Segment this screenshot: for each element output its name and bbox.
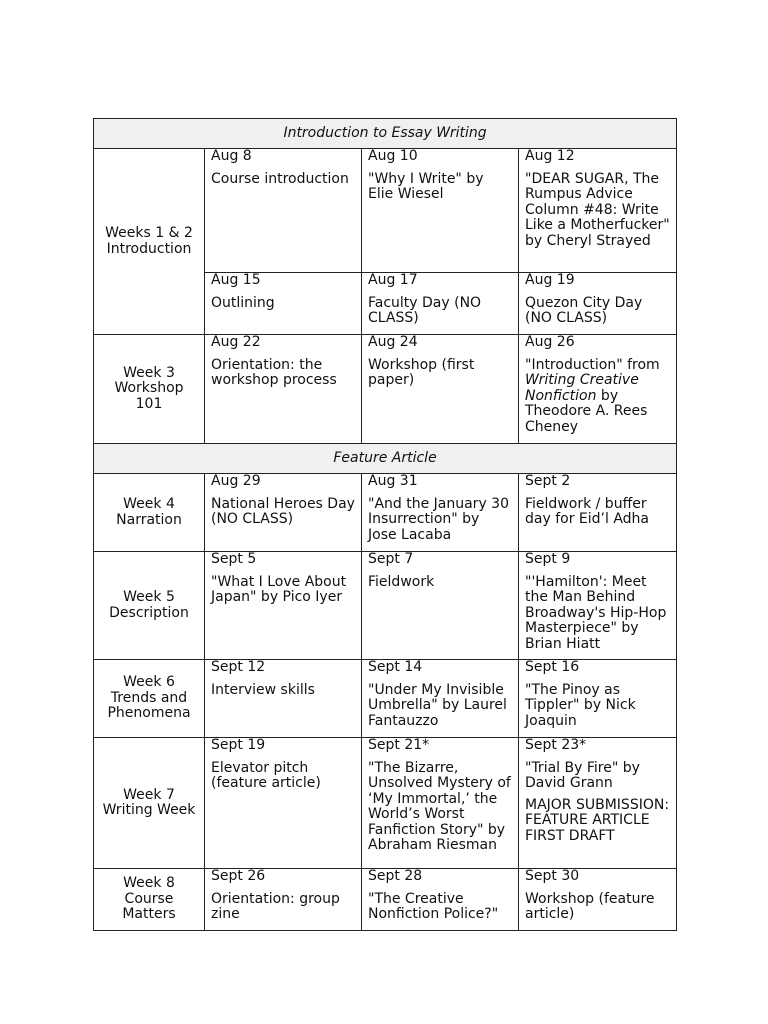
class-activity: [368, 683, 512, 730]
class-date: Sept 16: [525, 659, 580, 675]
class-date: Sept 28: [368, 868, 423, 884]
day-cell: [205, 273, 362, 335]
week-label: Week 7 Writing Week: [94, 738, 205, 869]
activity-text: "The Creative Nonfiction Police?": [368, 890, 499, 922]
day-cell: [519, 660, 677, 738]
class-activity: [368, 358, 512, 389]
section-header-row: [94, 119, 677, 149]
day-cell: [362, 273, 519, 335]
class-date: Sept 5: [211, 551, 257, 567]
class-date: Aug 17: [368, 272, 418, 288]
class-activity: [525, 172, 670, 250]
activity-text: "Introduction" from: [525, 356, 660, 373]
activity-text: Orientation: the workshop process: [211, 356, 337, 388]
class-activity: [525, 798, 670, 845]
activity-text: "DEAR SUGAR, The Rumpus Advice Column #48: Write Like a Motherfucker" by Cheryl Strayed: [525, 170, 670, 249]
day-cell: [519, 273, 677, 335]
schedule-row: [94, 474, 677, 552]
day-cell: [519, 335, 677, 444]
class-date: Aug 31: [368, 473, 418, 489]
day-cell: [362, 869, 519, 931]
activity-text: Quezon City Day (NO CLASS): [525, 294, 643, 326]
class-activity: [368, 575, 512, 591]
class-date: Sept 23*: [525, 737, 587, 753]
week-label: Weeks 1 & 2 Introduction: [94, 149, 205, 335]
day-cell: [519, 869, 677, 931]
class-date: Sept 30: [525, 868, 580, 884]
class-date: Sept 9: [525, 551, 571, 567]
class-activity: [211, 172, 355, 188]
class-activity: [525, 296, 670, 327]
class-date: Aug 24: [368, 334, 418, 350]
class-activity: [525, 575, 670, 653]
activity-text: "Trial By Fire" by David Grann: [525, 759, 640, 791]
class-date: Aug 22: [211, 334, 261, 350]
day-cell: [205, 335, 362, 444]
schedule-row: [94, 869, 677, 931]
class-activity: [368, 172, 512, 203]
class-activity: [368, 296, 512, 327]
class-activity: [211, 761, 355, 792]
class-activity: [211, 575, 355, 606]
class-activity: [368, 761, 512, 854]
class-activity: [525, 683, 670, 730]
day-cell: [205, 474, 362, 552]
class-activity: [525, 761, 670, 792]
activity-text: "The Pinoy as Tippler" by Nick Joaquin: [525, 681, 636, 729]
class-date: Aug 29: [211, 473, 261, 489]
course-schedule-table: [93, 118, 677, 931]
class-date: Sept 14: [368, 659, 423, 675]
class-activity: [525, 497, 670, 528]
class-activity: [211, 296, 355, 312]
class-activity: [211, 892, 355, 923]
day-cell: [205, 738, 362, 869]
day-cell: [205, 149, 362, 273]
day-cell: [205, 660, 362, 738]
activity-text: "What I Love About Japan" by Pico Iyer: [211, 573, 347, 605]
section-header-row: [94, 444, 677, 474]
day-cell: [519, 552, 677, 660]
activity-text: "The Bizarre, Unsolved Mystery of ‘My Immortal,’ the World’s Worst Fanfiction Story" by Abraham Riesman: [368, 759, 511, 853]
week-label: Week 6 Trends and Phenomena: [94, 660, 205, 738]
day-cell: [362, 552, 519, 660]
day-cell: [519, 474, 677, 552]
class-date: Sept 2: [525, 473, 571, 489]
class-activity: [211, 497, 355, 528]
activity-text: Fieldwork: [368, 573, 435, 590]
activity-text: Elevator pitch (feature article): [211, 759, 321, 791]
activity-text: "Why I Write" by Elie Wiesel: [368, 170, 484, 202]
class-date: Aug 26: [525, 334, 575, 350]
day-cell: [362, 738, 519, 869]
activity-text: National Heroes Day (NO CLASS): [211, 495, 355, 527]
class-activity: [368, 497, 512, 544]
activity-text: Interview skills: [211, 681, 315, 698]
section-title: Feature Article: [94, 444, 677, 474]
day-cell: [519, 738, 677, 869]
week-label: Week 5 Description: [94, 552, 205, 660]
activity-text: MAJOR SUBMISSION: FEATURE ARTICLE FIRST DRAFT: [525, 796, 670, 844]
activity-text: "Under My Invisible Umbrella" by Laurel Fantauzzo: [368, 681, 507, 729]
class-date: Sept 7: [368, 551, 414, 567]
activity-text: Faculty Day (NO CLASS): [368, 294, 482, 326]
activity-text: Course introduction: [211, 170, 349, 187]
schedule-body: [94, 119, 677, 931]
schedule-row: [94, 552, 677, 660]
schedule-row: [94, 149, 677, 273]
class-activity: [525, 358, 670, 436]
day-cell: [205, 869, 362, 931]
schedule-row: [94, 335, 677, 444]
section-title: Introduction to Essay Writing: [94, 119, 677, 149]
class-date: Aug 15: [211, 272, 261, 288]
day-cell: [362, 660, 519, 738]
class-date: Aug 10: [368, 148, 418, 164]
week-label: Week 4 Narration: [94, 474, 205, 552]
day-cell: [362, 149, 519, 273]
activity-text: Workshop (first paper): [368, 356, 475, 388]
day-cell: [362, 335, 519, 444]
week-label: Week 3 Workshop 101: [94, 335, 205, 444]
day-cell: [362, 474, 519, 552]
activity-text: Orientation: group zine: [211, 890, 340, 922]
day-cell: [519, 149, 677, 273]
week-label: Week 8 Course Matters: [94, 869, 205, 931]
schedule-row: [94, 660, 677, 738]
class-date: Sept 12: [211, 659, 266, 675]
activity-text: "'Hamilton': Meet the Man Behind Broadway's Hip-Hop Masterpiece" by Brian Hiatt: [525, 573, 667, 652]
activity-text: Workshop (feature article): [525, 890, 655, 922]
class-activity: [211, 683, 355, 699]
day-cell: [205, 552, 362, 660]
class-date: Sept 26: [211, 868, 266, 884]
class-activity: [525, 892, 670, 923]
class-date: Aug 12: [525, 148, 575, 164]
class-activity: [368, 892, 512, 923]
class-date: Sept 21*: [368, 737, 430, 753]
activity-text: "And the January 30 Insurrection" by Jose Lacaba: [368, 495, 509, 543]
activity-text: by Theodore A. Rees Cheney: [525, 387, 648, 435]
class-date: Sept 19: [211, 737, 266, 753]
class-date: Aug 8: [211, 148, 252, 164]
activity-text: Fieldwork / buffer day for Eid’l Adha: [525, 495, 649, 527]
schedule-row: [94, 738, 677, 869]
activity-text: Outlining: [211, 294, 275, 311]
book-title: Writing Creative Nonfiction: [525, 372, 639, 404]
class-date: Aug 19: [525, 272, 575, 288]
class-activity: [211, 358, 355, 389]
